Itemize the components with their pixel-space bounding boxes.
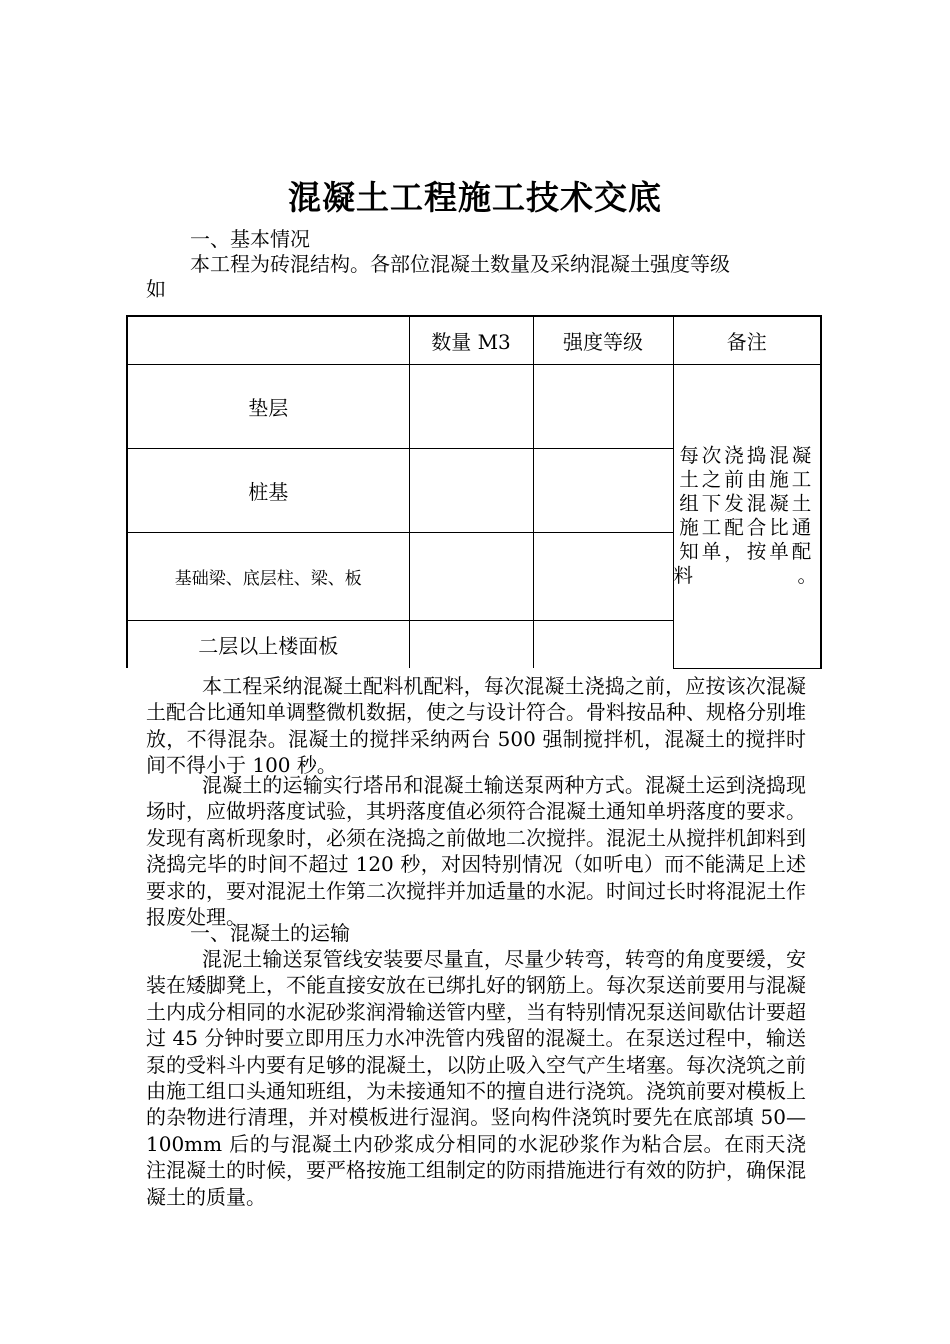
grade-cell — [533, 620, 673, 668]
paragraph-pumping: 混泥土输送泵管线安装要尽量直，尽量少转弯，转弯的角度要缓，安装在矮脚凳上，不能直接安放在已绑扎好的钢筋上。每次泵送前要用与混凝土内成分相同的水泥砂浆润滑输送管内壁，当有特别情况泵送间歇估计要超过 45 分钟时要立即用压力水冲洗管内残留的混凝土。在泵送过程中，输送泵的受料斗内要有足够的混凝土，以防止吸入空气产生堵塞。每次浇筑之前由施工组口头通知班组，为未接通知不的擅自进行浇筑。浇筑前要对模板上的杂物进行清理，并对模板进行湿润。竖向构件浇筑时要先在底部填 50—100mm 后的与混凝土内砂浆成分相同的水泥砂浆作为粘合层。在雨天浇注混凝土的时候，要严格按施工组制定的防雨措施进行有效的防护，确保混凝土的质量。 — [146, 947, 806, 1209]
paragraph-transport-methods: 混凝土的运输实行塔吊和混凝土输送泵两种方式。混凝土运到浇捣现场时，应做坍落度试验，其坍落度值必须符合混凝土通知单坍落度的要求。发现有离析现象时，必须在浇捣之前做地二次搅拌。混泥土从搅拌机卸料到浇捣完毕的时间不超过 120 秒，对因特别情况（如听电）而不能满足上述要求的，要对混泥土作第二次搅拌并加适量的水泥。时间过长时将混泥土作报废处理。 — [146, 773, 806, 930]
document-title: 混凝土工程施工技术交底 — [288, 178, 662, 217]
concrete-quantity-table — [126, 315, 822, 669]
section-heading-transport: 一、混凝土的运输 — [190, 921, 350, 945]
header-cell-remark: 备注 — [673, 316, 821, 364]
row-label-cushion: 垫层 — [127, 364, 409, 448]
grade-cell — [533, 364, 673, 448]
header-cell-grade: 强度等级 — [533, 316, 673, 364]
header-cell-part — [127, 316, 409, 364]
header-cell-quantity: 数量 M3 — [409, 316, 533, 364]
quantity-cell — [409, 620, 533, 668]
grade-cell — [533, 532, 673, 620]
row-label-upper-floor: 二层以上楼面板 — [127, 620, 409, 668]
table-header-row — [127, 316, 821, 364]
remark-cell: 每次浇捣混凝土之前由施工组下发混凝土施工配合比通知单，按单配料。 — [673, 364, 821, 668]
row-label-foundation: 基础梁、底层柱、梁、板 — [127, 532, 409, 620]
section-heading-basic: 一、基本情况 — [190, 227, 310, 251]
intro-text-line2: 如 — [146, 277, 166, 301]
quantity-cell — [409, 448, 533, 532]
table-row — [127, 364, 821, 448]
row-label-pile: 桩基 — [127, 448, 409, 532]
grade-cell — [533, 448, 673, 532]
intro-text-line1: 本工程为砖混结构。各部位混凝土数量及采纳混凝土强度等级 — [190, 252, 730, 276]
paragraph-mixing: 本工程采纳混凝土配料机配料，每次混凝土浇捣之前，应按该次混凝土配合比通知单调整微机数据，使之与设计符合。骨料按品种、规格分别堆放，不得混杂。混凝土的搅拌采纳两台 500 强制搅拌机，混凝土的搅拌时间不得小于 100 秒。 — [146, 674, 806, 778]
quantity-cell — [409, 532, 533, 620]
quantity-cell — [409, 364, 533, 448]
